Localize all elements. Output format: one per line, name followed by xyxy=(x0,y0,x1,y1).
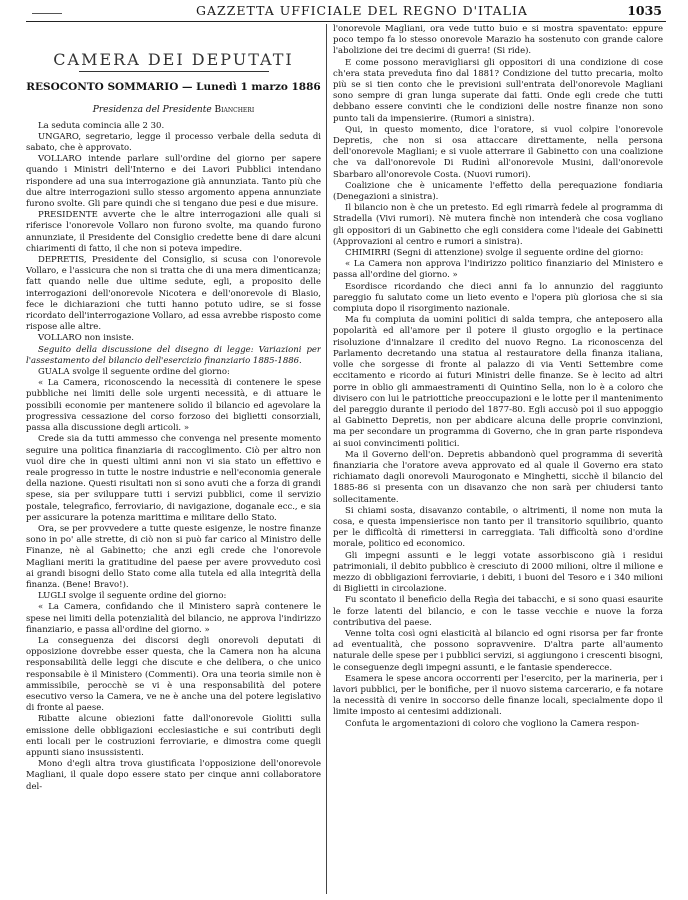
paragraph: Il bilancio non è che un pretesto. Ed egli rimarrà fedele al programma di Stradella (Vivi rumori). Nè mutera finchè non intenderà che cosa vogliano gli oppositori di un Gabinetto che egli considera come l'ideale dei Gabinetti (Approvazioni al centro e rumori a sinistra). xyxy=(333,203,663,247)
chamber-banner: CAMERA DEI DEPUTATI xyxy=(53,50,294,69)
paragraph: Ora, se per provvedere a tutte queste esigenze, le nostre finanze sono in po' alle strette, di ciò non si può far carico al Ministro delle Finanze, nè al Gabinetto; che anzi egli crede che l'onorevole Magliani meriti la gratitudine del paese per avere provveduto così ai grandi bisogni dello Stato come alla tutela ed alla integrità della finanza. (Bene! Bravo!). xyxy=(26,523,321,590)
session-subhead: RESOCONTO SOMMARIO — Lunedì 1 marzo 1886 xyxy=(26,81,321,94)
paragraph: Qui, in questo momento, dice l'oratore, si vuol colpire l'onorevole Depretis, che non si osa attaccare direttamente, nella persona dell'onorevole Magliani; e si vuole atterrare il Gabinetto con una coalizione che va dall'onorevole Di Rudinì all'onorevole Musini, dall'onorevole Sbarbaro all'onorevole Costa. (Nuovi rumori). xyxy=(333,124,663,180)
paragraph: Esordisce ricordando che dieci anni fa lo annunzio del raggiunto pareggio fu salutato come un lieto evento e l'opera più gloriosa che si sia compiuta dopo il risorgimento nazionale. xyxy=(333,281,663,315)
paragraph: Esamera le spese ancora occorrenti per l'esercito, per la marineria, per i lavori pubblici, per le bonifiche, per il nuovo sistema carcerario, e fa notare la necessità di venire in soccorso delle finanze locali, specialmente dopo il limite imposto ai centesimi addizionali. xyxy=(333,673,663,718)
paragraph: Confuta le argomentazioni di coloro che vogliono la Camera respon- xyxy=(345,718,640,729)
page-header xyxy=(26,0,666,20)
paragraph: DEPRETIS, Presidente del Consiglio, si scusa con l'onorevole Vollaro, e l'assicura che non si tratta che di una mera dimenticanza; fatt quando nelle due ultime sedute, egli, a proposito delle interrogazioni dell'onorevole Nicotera e dell'onorevole di Blasio, fece le dichiarazioni che tutti hanno potuto udire, se si fosse ricordato dell'interrogazione Vollaro, ad essa avrebbe risposto come rispose alle altre. xyxy=(26,255,321,333)
paragraph: l'onorevole Magliani, ora vede tutto buio e si mostra spaventato: eppure poco tempo fa lo stesso onorevole Marazio ha sostenuto con grande calore l'abolizione dei tre decimi di guerra! (Si ride). xyxy=(333,24,663,57)
paragraph: Ribatte alcune obiezioni fatte dall'onorevole Giolitti sulla emissione delle obbligazioni ecclesiastiche e sui contributi degli enti locali per le costruzioni ferroviarie, e dimostra come quegli appunti siano insussistenti. xyxy=(26,714,321,758)
paragraph: Si chiami sosta, disavanzo contabile, o altrimenti, il nome non muta la cosa, e questa impensierisce non tanto per il transitorio squilibrio, quanto per le difficoltà di rimettersi in carreggiata. Tali difficoltà sono d'ordine morale, politico ed economico. xyxy=(333,505,663,550)
paragraph: Ma il Governo dell'on. Depretis abbandonò quel programma di severità finanziaria che l'oratore aveva approvato ed al quale il Governo era stato richiamato dagli onorevoli Maurogonato e Minghetti, sicchè il bilancio del 1885-86 si presenta con un disavanzo che non sarà per chiudersi tanto sollecitamente. xyxy=(333,449,663,505)
paragraph: Coalizione che è unicamente l'effetto della perequazione fondiaria (Denegazioni a sinistra). xyxy=(333,180,663,203)
presidency-line xyxy=(26,105,321,116)
paragraph: VOLLARO intende parlare sull'ordine del giorno per sapere quando i Ministri dell'Interno e dei Lavori Pubblici intendano rispondere ad una sua interrogazione già annunziata. Tanto più che due altre interrogazioni sullo stesso argomento appena annunziate furono svolte. Gli pare quindi che si tengano due pesi e due misure. xyxy=(26,154,321,210)
paragraph: PRESIDENTE avverte che le altre interrogazioni alle quali si riferisce l'onorevole Vollaro non furono svolte, ma quando furono annunziate, il Presidente del Consiglio credette bene di dare alcuni chiarimenti di fatto, il che non si poteva impedire. xyxy=(26,210,321,254)
agenda-heading: Seguito della discussione del disegno di legge: Variazioni per l'assestamento del bilancio dell'esercizio finanziario 1885-1886. xyxy=(26,344,321,366)
presidency-text: Presidenza del Presidente xyxy=(92,105,212,116)
paragraph: E come possono meravigliarsi gli oppositori di una condizione di cose ch'era stata preveduta fino dal 1881? Condizione del tutto precaria, molto più se si tien conto che le previsioni sull'entrata dell'onorevole Magliani sono sempre di gran lunga superate dai fatti. Onde egli crede che tutti debbano essere convinti che le condizioni delle nostre finanze non sono punto tali da impensierire. (Rumori a sinistra). xyxy=(333,57,663,124)
paragraph: CHIMIRRI (Segni di attenzione) svolge il seguente ordine del giorno: xyxy=(345,248,644,259)
header-left-mark xyxy=(32,3,62,14)
paragraph: Fu scontato il beneficio della Regìa dei tabacchi, e si sono quasi esaurite le forze latenti del bilancio, e con le tasse vecchie e nuove la forza contributiva del paese. xyxy=(333,595,663,628)
president-name: Biancheri xyxy=(214,105,255,116)
paragraph: La seduta comincia alle 2 30. xyxy=(38,120,165,131)
left-column xyxy=(26,24,321,894)
motion-quote: « La Camera, riconoscendo la necessità di contenere le spese pubbliche nei limiti delle sole urgenti necessità, e di attuare le possibili economie per mantenere solido il bilancio ed agevolare la progressiva cessazione del corso forzoso dei biglietti consorziali, passa alla discussione degli articoli. » xyxy=(26,378,321,434)
paragraph: Gli impegni assunti e le leggi votate assorbiscono già i residui patrimoniali, il debito pubblico è cresciuto di 2000 milioni, oltre il milione e mezzo di obbligazioni ferroviarie, i debiti, i buoni del Tesoro e i 340 milioni di Biglietti in circolazione. xyxy=(333,550,663,595)
motion-quote: « La Camera non approva l'indirizzo politico finanziario del Ministero e passa all'ordine del giorno. » xyxy=(333,259,663,281)
column-divider xyxy=(326,24,327,894)
paragraph: Venne tolta così ogni elasticità al bilancio ed ogni risorsa per far fronte ad eventualità, che possono sopravvenire. D'altra parte all'aumento naturale delle spese per i pubblici servizi, si aggiungono i crescenti bisogni, le conseguenze degli impegni assunti, e le fantasie spenderecce. xyxy=(333,628,663,673)
paragraph: Mono d'egli altra trova giustificata l'opposizione dell'onorevole Magliani, il quale dopo essere stato per cinque anni collaboratore del- xyxy=(26,759,321,792)
newspaper-title: GAZZETTA UFFICIALE DEL REGNO D'ITALIA xyxy=(196,3,528,18)
banner-rule xyxy=(79,71,269,72)
paragraph: LUGLI svolge il seguente ordine del giorno: xyxy=(38,591,227,602)
header-rule xyxy=(26,21,666,22)
motion-quote: « La Camera, confidando che il Ministero saprà contenere le spese nei limiti della potenzialità del bilancio, ne approva l'indirizzo finanziario, e passa all'ordine del giorno. » xyxy=(26,602,321,635)
paragraph: VOLLARO non insiste. xyxy=(38,333,135,344)
paragraph: GUALA svolge il seguente ordine del giorno: xyxy=(38,367,230,378)
paragraph: La conseguenza dei discorsi degli onorevoli deputati di opposizione dovrebbe esser questa, che la Camera non ha alcuna responsabilità delle leggi che discute e che delibera, o che unico responsabile è il Ministero (Commenti). Ora una teoria simile non è ammissibile, perocchè se vi è una responsabilità del potere esecutivo verso la Camera, ve ne è anche una del potere legislativo di fronte al paese. xyxy=(26,635,321,714)
paragraph: Crede sia da tutti ammesso che convenga nel presente momento seguire una politica finanziaria di raccoglimento. Ciò per altro non vuol dire che in questi ultimi anni non vi sia stato un effettivo e reale progresso in tutte le nostre industrie e nell'economia generale della nazione. Questi risultati non si sono avuti che a forza di grandi spese, sia per sviluppare tutti i servizi pubblici, come il servizio postale, telegrafico, ferroviario, di navigazione, doganale ecc., e sia per assicurare la potenza marittima e militare dello Stato. xyxy=(26,434,321,523)
paragraph: Ma fu compiuta da uomini politici di salda tempra, che anteposero alla popolarità ed all'amore per il potere il giusto orgoglio e la pertinace risoluzione d'innalzare il credito del nuovo Regno. La riconoscenza del Parlamento decretando una statua al restauratore della finanza italiana, volle che sorgesse di fronte al palazzo di via Venti Settembre come eccitamento e ricordo ai futuri Ministri delle finanze. Se è lecito ad altri porre in oblio gli ammaestramenti di Quintino Sella, non lo è a coloro che divisero con lui le patriottiche preoccupazioni e le lotte per il mantenimento del pareggio durante il periodo del 1877-80. Egli accusò poi il suo appoggio al Gabinetto Depretis, non per abdicare alcuna delle proprie convinzioni, ma per secondare un programma di Governo, che in gran parte rispondeva ai suoi convincimenti politici. xyxy=(333,315,663,449)
page-number: 1035 xyxy=(627,3,662,18)
right-column xyxy=(333,24,663,894)
paragraph: UNGARO, segretario, legge il processo verbale della seduta di sabato, che è approvato. xyxy=(26,131,321,154)
